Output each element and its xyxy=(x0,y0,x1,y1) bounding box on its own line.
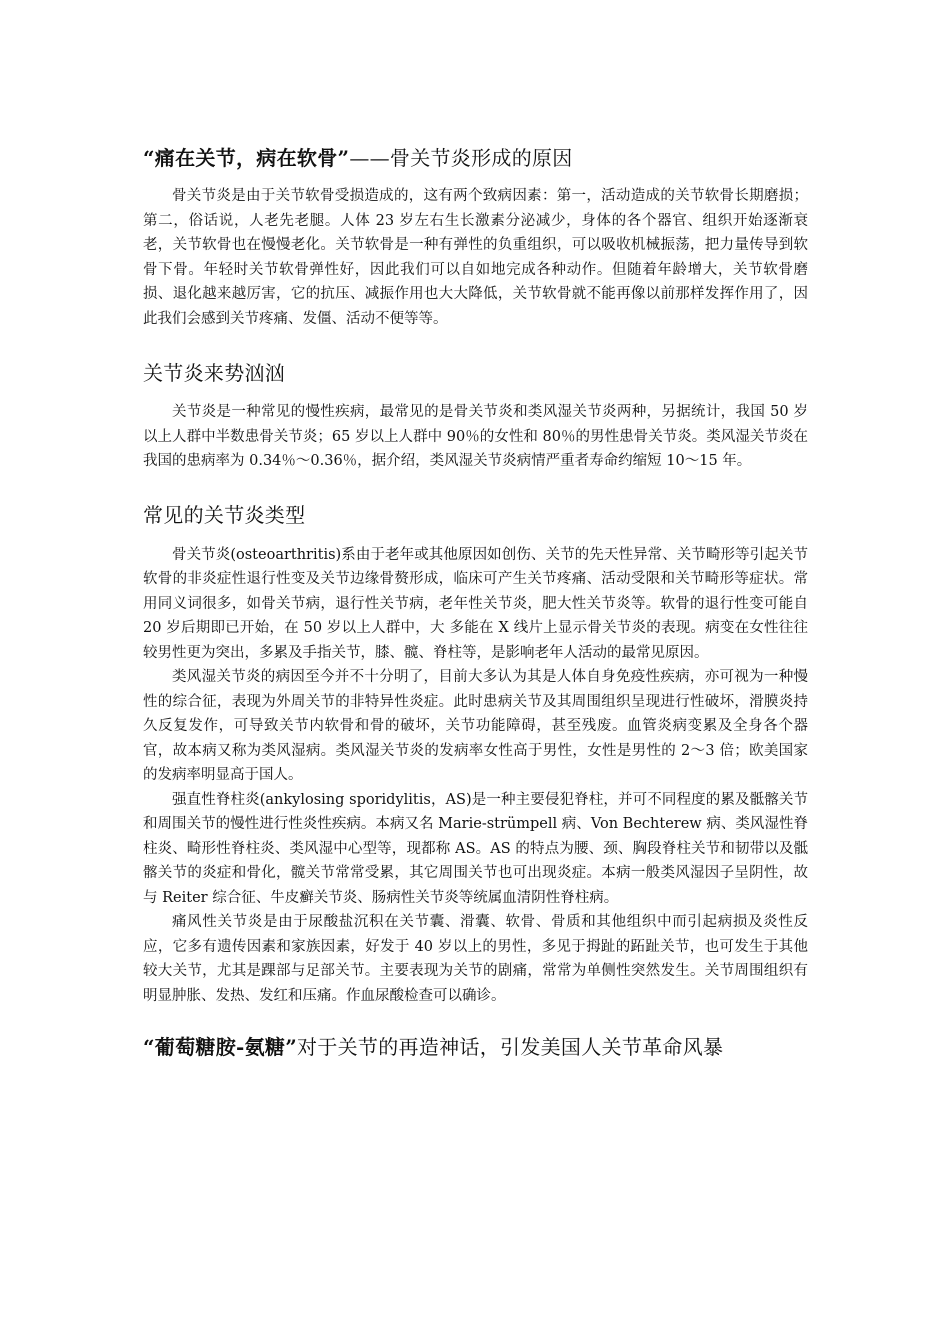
section-heading-cause xyxy=(143,143,808,173)
document-page xyxy=(143,138,808,1062)
section-body-cause xyxy=(143,184,808,331)
section-body-prevalence xyxy=(143,400,808,474)
section-body-types xyxy=(143,543,808,1009)
paragraph: 关节炎是一种常见的慢性疾病，最常见的是骨关节炎和类风湿关节炎两种，另据统计，我国 50 岁以上人群中半数患骨关节炎；65 岁以上人群中 90％的女性和 80％的男性患骨关节炎。类风湿关节炎在我国的患病率为 0.34％～0.36％，据介绍，类风湿关节炎病情严重者寿命约缩短 10～15 年。 xyxy=(143,404,808,469)
paragraph-ankylosing: 强直性脊柱炎(ankylosing sporidylitis，AS)是一种主要侵犯脊柱，并可不同程度的累及骶髂关节和周围关节的慢性进行性炎性疾病。本病又名 Marie-strümpell 病、Von Bechterew 病、类风湿性脊柱炎、畸形性脊柱炎、类风湿中心型等，现都称 AS。AS 的特点为腰、颈、胸段脊柱关节和韧带以及骶髂关节的炎症和骨化，髋关节常常受累，其它周围关节也可出现炎症。本病一般类风湿因子呈阴性，故与 Reiter 综合征、牛皮癣关节炎、肠病性关节炎等统属血清阴性脊柱病。 xyxy=(143,791,808,906)
heading-quote: “葡萄糖胺-氨糖” xyxy=(143,1035,298,1059)
section-heading-prevalence: 关节炎来势汹汹 xyxy=(143,361,286,385)
paragraph-osteoarthritis: 骨关节炎(osteoarthritis)系由于老年或其他原因如创伤、关节的先天性异常、关节畸形等引起关节软骨的非炎症性退行性变及关节边缘骨赘形成，临床可产生关节疼痛、活动受限和关节畸形等症状。常用同义词很多，如骨关节病，退行性关节病，老年性关节炎，肥大性关节炎等。软骨的退行性变可能自 20 岁后期即已开始，在 50 岁以上人群中，大 多能在 X 线片上显示骨关节炎的表现。病变在女性往往较男性更为突出，多累及手指关节，膝、髋、脊柱等，是影响老年人活动的最常见原因。 xyxy=(143,546,808,661)
heading-rest: ——骨关节炎形成的原因 xyxy=(349,146,573,170)
section-heading-types: 常见的关节炎类型 xyxy=(143,502,306,527)
heading-rest: 对于关节的再造神话，引发美国人关节革命风暴 xyxy=(297,1035,724,1059)
heading-quote: “痛在关节，病在软骨” xyxy=(143,146,350,170)
paragraph-rheumatoid: 类风湿关节炎的病因至今并不十分明了，目前大多认为其是人体自身免疫性疾病，亦可视为一种慢性的综合征，表现为外周关节的非特异性炎症。此时患病关节及其周围组织呈现进行性破坏，滑膜炎持久反复发作，可导致关节内软骨和骨的破坏，关节功能障碍，甚至残废。血管炎病变累及全身各个器官，故本病又称为类风湿病。类风湿关节炎的发病率女性高于男性，女性是男性的 2～3 倍；欧美国家的发病率明显高于国人。 xyxy=(143,669,808,783)
paragraph: 骨关节炎是由于关节软骨受损造成的，这有两个致病因素：第一，活动造成的关节软骨长期磨损；第二，俗话说，人老先老腿。人体 23 岁左右生长激素分泌减少，身体的各个器官、组织开始逐渐衰老，关节软骨也在慢慢老化。关节软骨是一种有弹性的负重组织，可以吸收机械振荡，把力量传导到软骨下骨。年轻时关节软骨弹性好，因此我们可以自如地完成各种动作。但随着年龄增大，关节软骨磨损、退化越来越厉害，它的抗压、减振作用也大大降低，关节软骨就不能再像以前那样发挥作用了，因此我们会感到关节疼痛、发僵、活动不便等等。 xyxy=(143,188,808,327)
section-heading-glucosamine xyxy=(143,1032,808,1062)
paragraph-gout: 痛风性关节炎是由于尿酸盐沉积在关节囊、滑囊、软骨、骨质和其他组织中而引起病损及炎性反应，它多有遗传因素和家族因素，好发于 40 岁以上的男性，多见于拇趾的跖趾关节，也可发生于其他较大关节，尤其是踝部与足部关节。主要表现为关节的剧痛，常常为单侧性突然发生。关节周围组织有明显肿胀、发热、发红和压痛。作血尿酸检查可以确诊。 xyxy=(143,914,808,1004)
